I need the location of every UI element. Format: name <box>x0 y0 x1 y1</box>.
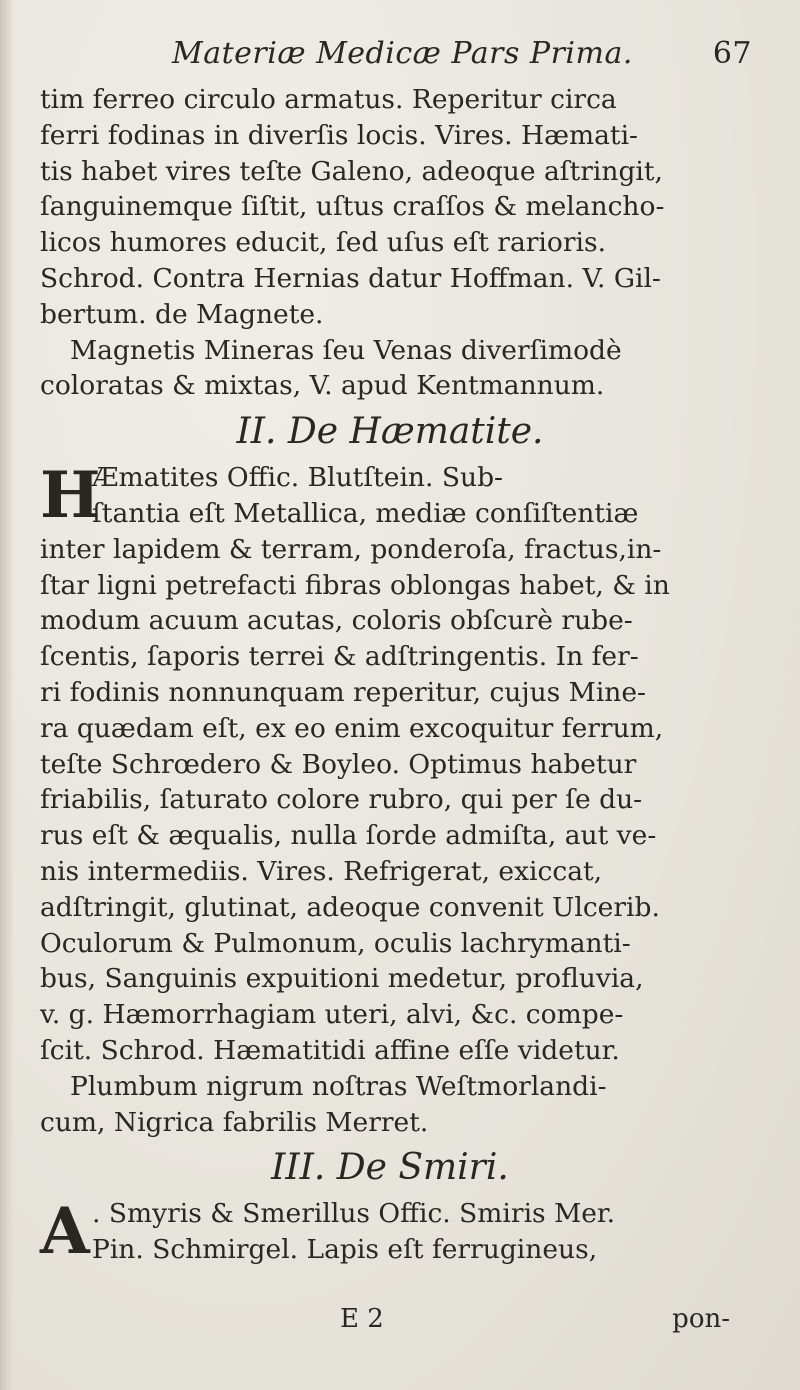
text-line: ſtar ligni petrefacti fibras oblongas habet, & in <box>40 569 670 601</box>
text-line: modum acuum acutas, coloris obſcurè rube- <box>40 605 633 637</box>
signature-mark: E 2 <box>340 1304 384 1334</box>
binding-gutter <box>0 0 14 1390</box>
page-footer <box>40 1304 740 1340</box>
text-line: ri fodinis nonnunquam reperitur, cujus Mine- <box>40 676 646 708</box>
page-body <box>40 82 740 1268</box>
text-line: tis habet vires teſte Galeno, adeoque aſtringit, <box>40 155 663 187</box>
text-line: v. g. Hæmorrhagiam uteri, alvi, &c. compe- <box>40 999 624 1031</box>
drop-cap-line-text: . Smyris & Smerillus Offic. Smiris Mer. <box>92 1198 616 1230</box>
text-line: inter lapidem & terram, ponderoſa, fractus,in- <box>40 533 662 565</box>
text-line: teſte Schrœdero & Boyleo. Optimus habetur <box>40 748 637 780</box>
drop-cap-line-text: Pin. Schmirgel. Lapis eſt ferrugineus, <box>92 1234 598 1266</box>
text-line: bus, Sanguinis expuitioni medetur, profluvia, <box>40 963 644 995</box>
text-line: ſanguinemque ſiſtit, uſtus craſſos & melancho- <box>40 191 665 223</box>
text-line: Oculorum & Pulmonum, oculis lachrymanti- <box>40 927 631 959</box>
text-line: ſcentis, ſaporis terrei & adſtringentis. In fer- <box>40 641 639 673</box>
drop-cap: H <box>40 458 101 534</box>
page-header <box>172 36 752 80</box>
text-line: tim ferreo circulo armatus. Reperitur circa <box>40 84 617 115</box>
section-heading-hematite: II. De Hæmatite. <box>236 411 544 453</box>
text-line: bertum. de Magnete. <box>40 298 324 330</box>
text-line <box>40 1232 740 1268</box>
text-line: nis intermediis. Vires. Refrigerat, exiccat, <box>40 855 603 887</box>
drop-cap: A <box>40 1194 90 1270</box>
text-line: Plumbum nigrum noſtras Weſtmorlandi- <box>70 1070 607 1102</box>
drop-cap-line-text: Æmatites Offic. Blutſtein. Sub- <box>92 462 503 494</box>
text-line: ra quædam eſt, ex eo enim excoquitur ferrum, <box>40 712 664 744</box>
page-number: 67 <box>712 36 752 71</box>
text-line: Schrod. Contra Hernias datur Hoffman. V. Gil- <box>40 262 661 294</box>
text-line: Magnetis Mineras ſeu Venas diverſimodè <box>70 334 622 366</box>
text-line: cum, Nigrica fabrilis Merret. <box>40 1106 429 1138</box>
text-line <box>40 496 740 532</box>
text-line: ferri fodinas in diverſis locis. Vires. Hæmati- <box>40 119 639 151</box>
drop-cap-line-text: ſtantia eſt Metallica, mediæ conſiſtentiæ <box>92 497 639 529</box>
section-heading-smiri: III. De Smiri. <box>271 1147 509 1189</box>
text-line: licos humores educit, ſed uſus eſt rarioris. <box>40 227 607 259</box>
text-line: ſcit. Schrod. Hæmatitidi affine eſſe videtur. <box>40 1034 620 1066</box>
text-line: rus eſt & æqualis, nulla ſorde admiſta, aut ve- <box>40 820 657 852</box>
text-line: friabilis, ſaturato colore rubro, qui per ſe du- <box>40 784 643 816</box>
running-title: Materiæ Medicæ Pars Prima. <box>172 36 633 71</box>
text-line: coloratas & mixtas, V. apud Kentmannum. <box>40 370 605 402</box>
text-line: adſtringit, glutinat, adeoque convenit Ulcerib. <box>40 891 660 923</box>
catchword: pon- <box>672 1304 730 1334</box>
